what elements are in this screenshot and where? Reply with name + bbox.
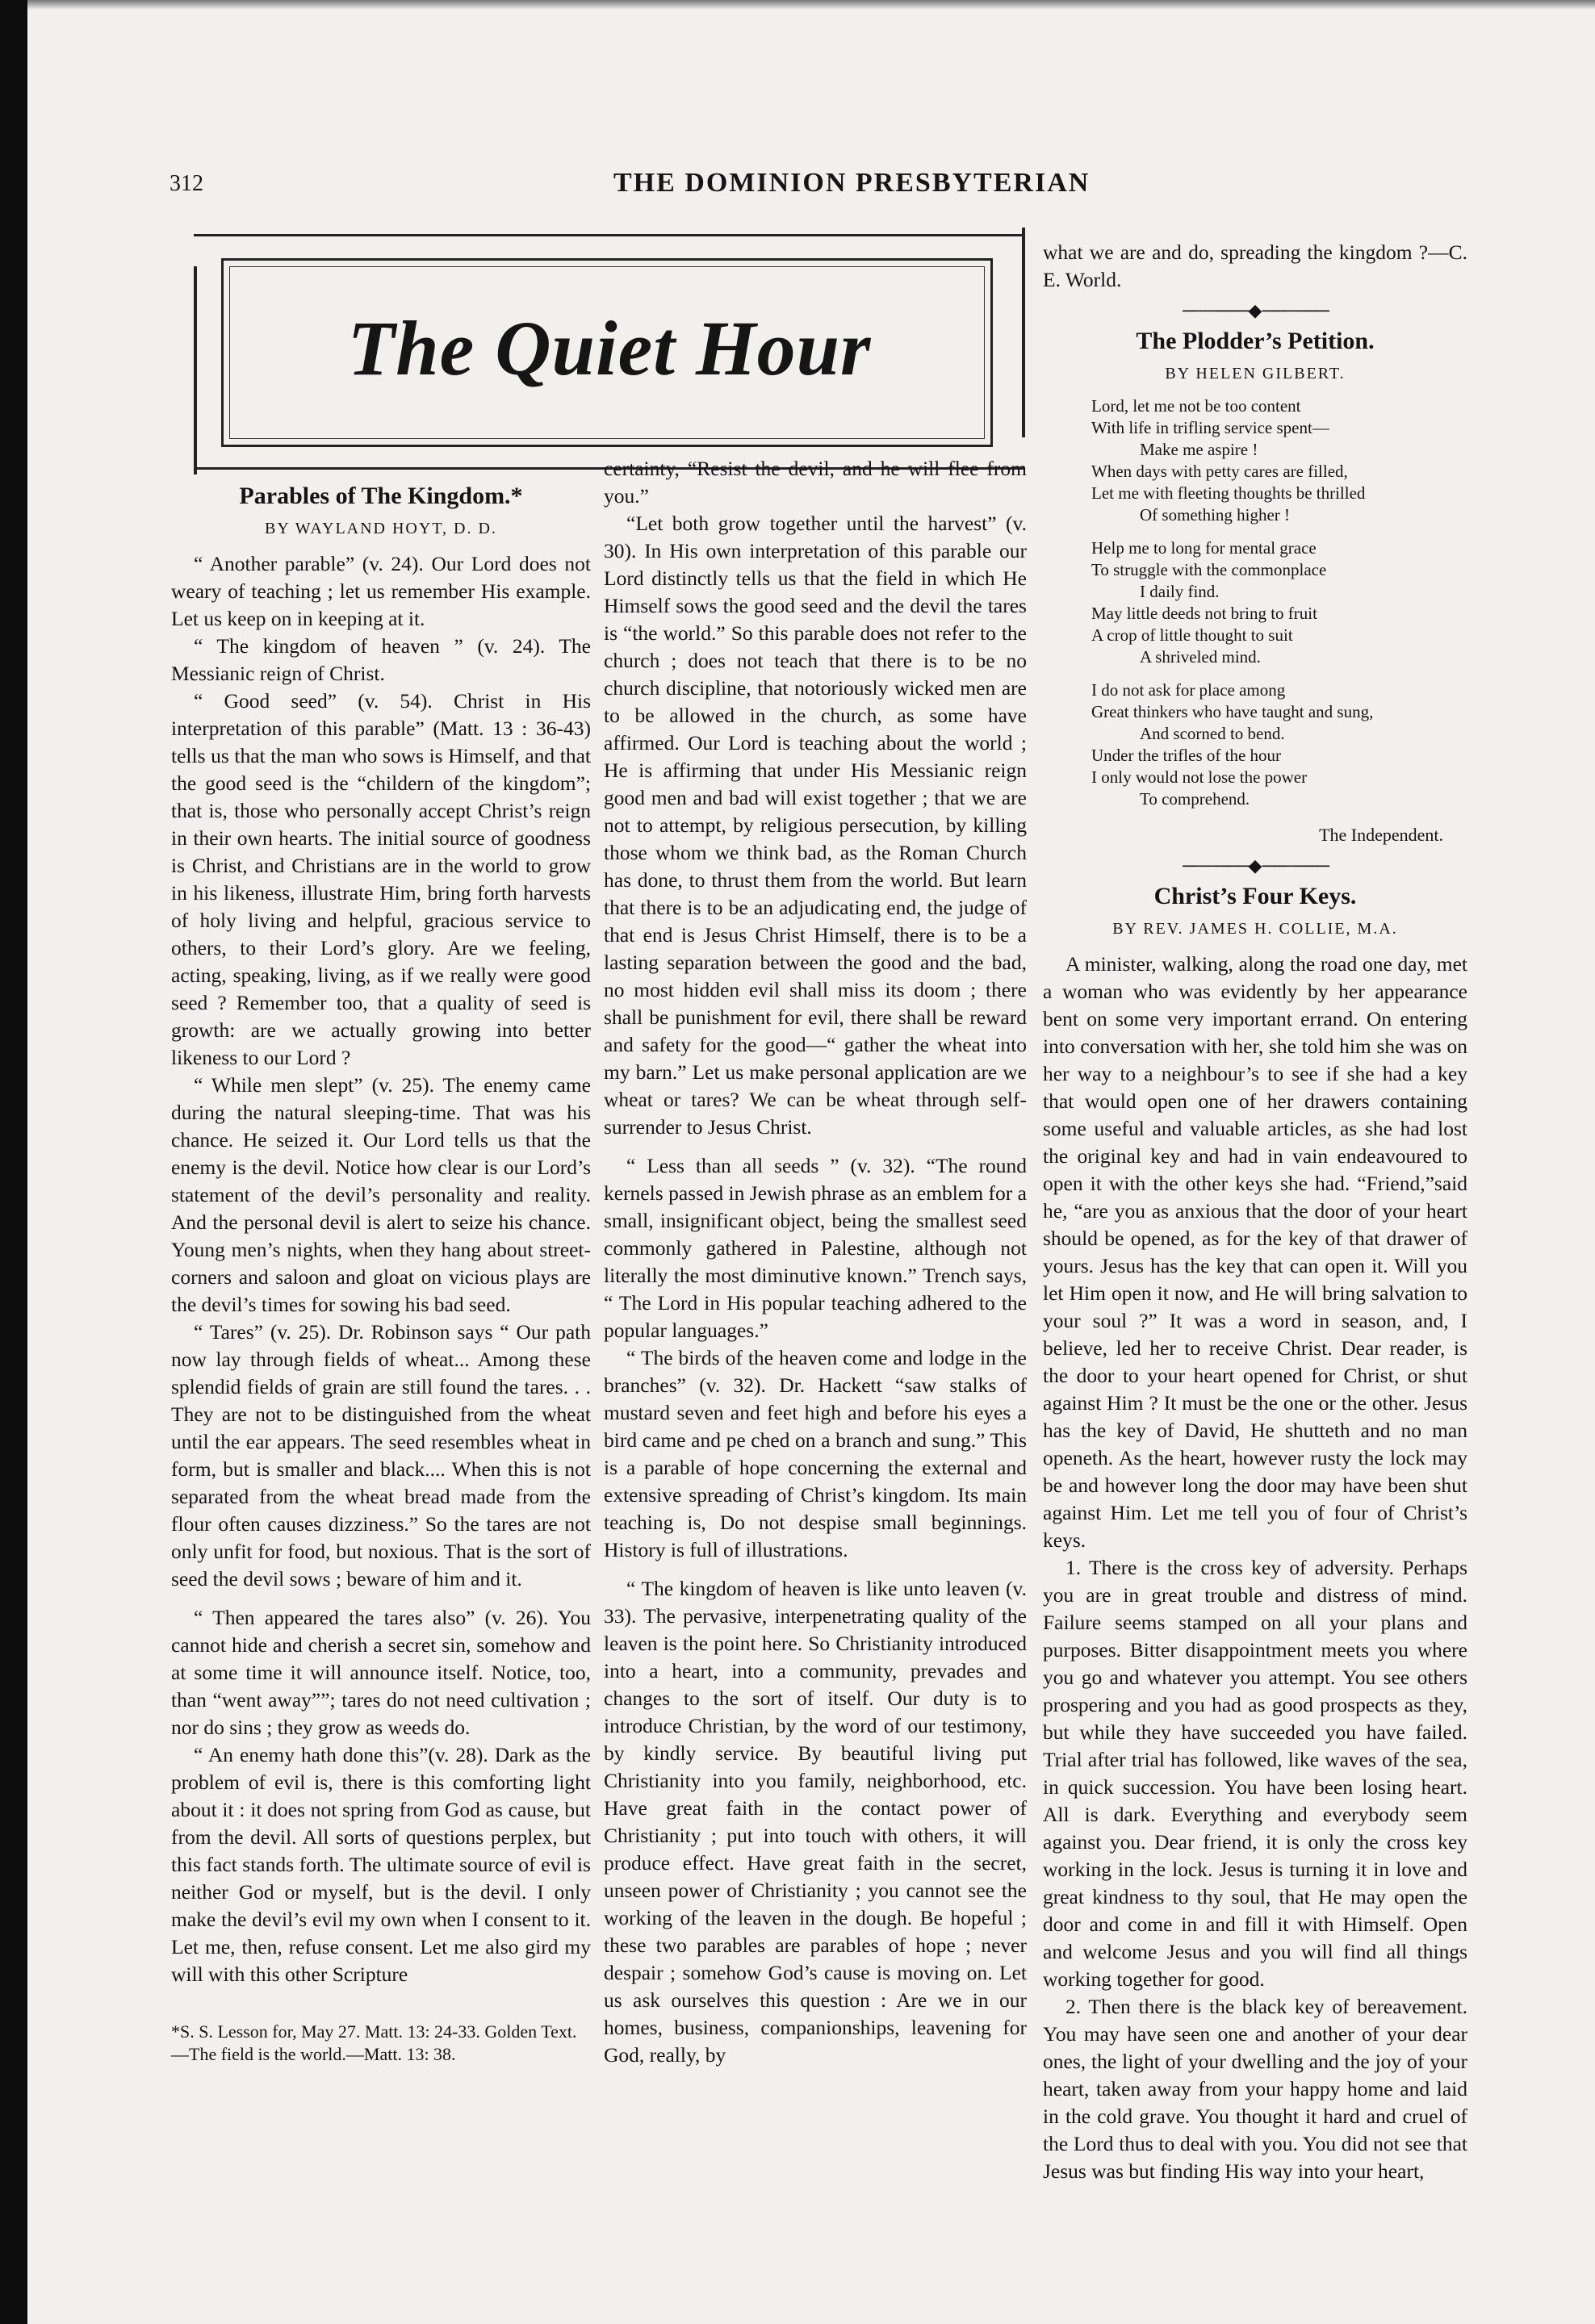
poem-line: Great thinkers who have taught and sung, [1091, 702, 1374, 721]
page-left-edge [0, 0, 27, 2324]
poem-line: Help me to long for mental grace [1091, 538, 1317, 558]
poem-byline: BY HELEN GILBERT. [1165, 365, 1346, 382]
paragraph: “ Less than all seeds ” (v. 32). “The round kernels passed in Jewish phrase as an emblem for a small, insignificant object, being the smallest seed commonly gathered in Palestine, although not literally the most diminutive known.” Trench says, “ The Lord in His popular teaching adhered to the popular languages.” [604, 1154, 1027, 1342]
poem [1091, 395, 1467, 810]
paragraph: 2. Then there is the black key of bereavement. You may have seen one and another of your dear ones, the light of your dwelling and the joy of your heart, taken away from your happy home and laid in the cold grave. You thought it hard and cruel of the Lord thus to deal with you. You did not see that Jesus was but finding His way into your heart, [1043, 1995, 1467, 2183]
poem-line: May little deeds not bring to fruit [1091, 604, 1317, 623]
poem-line: To struggle with the commonplace [1091, 560, 1327, 579]
poem-line: A crop of little thought to suit [1091, 625, 1293, 645]
column-3 [1043, 239, 1467, 2185]
poem-line: When days with petty cares are filled, [1091, 462, 1348, 481]
paragraph: 1. There is the cross key of adversity. Perhaps you are in great trouble and distress of mind. Failure seems stamped on all your plans and purposes. Bitter disappointment meets you where you go and whatever you attempt. You see others prospering and you had as good prospects as they, but while they have succeeded you have failed. Trial after trial has followed, like waves of the sea, in quick succession. You have been losing heart. All is dark. Everything and everybody seem against you. Dear friend, it is only the cross key working in the lock. Jesus is turning it in love and great kindness to thy soul, that He may open the door and come in and fill it with Himself. Open and welcome Jesus and you will find all things working together for good. [1043, 1556, 1467, 1991]
poem-line: Make me aspire ! [1140, 440, 1258, 459]
paragraph: “ Good seed” (v. 54). Christ in His interpretation of this parable” (Matt. 13 : 36-43) tells us that the man who sows is Himself, and that the good seed is the “childern of the kingdom”; that is, those who personally accept Christ’s reign in their own hearts. The initial source of goodness is Christ, and Christians are in the world to grow in his likeness, illustrate Him, bring forth harvests of holy living and helpful, gracious service to others, to their Lord’s glory. Are we feeling, acting, speaking, living, as if we really were good seed ? Remember too, that a quality of seed is growth: are we actually growing into better likeness to our Lord ? [171, 689, 591, 1069]
paragraph: A minister, walking, along the road one day, met a woman who was evidently by her appearance bent on some very important errand. On entering into conversation with her, she told him she was on her way to a neighbour’s to see if she had a key that would open one of her drawers containing some useful and valuable articles, as she had lost the original key and had in vain endeavoured to open it with the other keys she had. “Friend,”said he, “are you as anxious that the door of your heart should be opened, as for the key of that drawer of yours. Jesus has the key that can open it. Will you let Him open it now, and He will bring salvation to your soul ?” It was a word in season, and, I believe, led her to receive Christ. Dear reader, is the door to your heart opened for Christ, or shut against Him ? It must be the one or the other. Jesus has the key of David, He shutteth and no man openeth. As the heart, however rusty the lock may be and however long the door may have been shut against Him. Let me tell you of four of Christ’s keys. [1043, 952, 1467, 1552]
poem-line: I daily find. [1140, 582, 1220, 601]
poem-line: To comprehend. [1140, 789, 1250, 809]
column-1 [171, 483, 591, 2066]
poem-line: Lord, let me not be too content [1091, 396, 1301, 416]
poem-line: I do not ask for place among [1091, 680, 1286, 700]
paragraph: “Let both grow together until the harvest” (v. 30). In His own interpretation of this parable our Lord distinctly tells us that the field in which He Himself sows the good seed and the devil the tares is “the world.” So this parable does not refer to the church ; does not teach that there is to be no church discipline, that notoriously wicked men are to be allowed in the church, as some have affirmed. Our Lord is teaching about the world ; He is affirming that under His Messianic reign good men and bad will exist together ; that we are not to attempt, by religious persecution, by killing those whom we think bad, as the Roman Church has done, to thrust them from the world. But learn that there is to be an adjudicating end, the judge of that end is Jesus Christ Himself, there is to be a lasting separation between the good and the bad, no most hidden evil shall miss its doom ; there shall be punishment for evil, there shall be reward and safety for the good—“ gather the wheat into my barn.” Let us make personal application are we wheat or tares? We can be wheat through self-surrender to Jesus Christ. [604, 512, 1027, 1139]
poem-line: Under the trifles of the hour [1091, 746, 1282, 765]
poem-credit: The Independent. [1319, 825, 1443, 845]
poem-stanza [1091, 679, 1467, 810]
paragraph: “ The kingdom of heaven is like unto leaven (v. 33). The pervasive, interpenetrating quality of the leaven is the point here. So Christianity introduced into a heart, into a community, prevades and changes to the sort of itself. Our duty is to introduce Christian, by the word of our testimony, by kindly service. By beautiful living put Christianity into you family, neighborhood, etc. Have great faith in the contact power of Christianity ; put into touch with others, it will produce effect. Have great faith in the secret, unseen power of Christianity ; you cannot see the working of the leaven in the dough. Be hopeful ; these two parables are parables of hope ; never despair ; somehow God’s cause is moving on. Let us ask ourselves this question : Are we in our homes, business, companionships, leavening for God, really, by [604, 1577, 1027, 2067]
ornamental-rule: ──────◆────── [1183, 300, 1328, 320]
poem-line: A shriveled mind. [1140, 647, 1261, 667]
feature-title: The Quiet Hour [347, 305, 872, 391]
column-2 [604, 455, 1027, 2069]
poem-line: And scorned to bend. [1140, 724, 1285, 743]
carryover-text: what we are and do, spreading the kingdom ?—C. E. World. [1043, 240, 1467, 291]
poem-stanza [1091, 537, 1467, 668]
article-byline: BY WAYLAND HOYT, D. D. [265, 520, 497, 537]
paragraph: “ Then appeared the tares also” (v. 26). You cannot hide and cherish a secret sin, somehow and at some time it will announce itself. Notice, too, than “went away””; tares do not need cultivation ; nor do sins ; they grow as weeds do. [171, 1606, 591, 1739]
paragraph: “ While men slept” (v. 25). The enemy came during the natural sleeping-time. That was his chance. He seized it. Our Lord tells us that the enemy is the devil. Notice how clear is our Lord’s statement of the devil’s personality and reality. And the personal devil is alert to seize his chance. Young men’s nights, when they hang about street-corners and saloon and gloat on vicious plays are the devil’s times for sowing his bad seed. [171, 1073, 591, 1316]
paragraph: “ Another parable” (v. 24). Our Lord does not weary of teaching ; let us remember His example. Let us keep on in keeping at it. [171, 552, 591, 630]
publication-title: THE DOMINION PRESBYTERIAN [613, 168, 1091, 198]
poem-line: Of something higher ! [1140, 505, 1291, 525]
poem-line: Let me with fleeting thoughts be thrilled [1091, 483, 1366, 503]
article-title: Parables of The Kingdom.* [239, 483, 523, 509]
article-byline: BY REV. JAMES H. COLLIE, M.A. [1112, 920, 1398, 938]
article-title: Christ’s Four Keys. [1153, 883, 1357, 909]
paragraph: “ The kingdom of heaven ” (v. 24). The Messianic reign of Christ. [171, 634, 591, 685]
poem-line: With life in trifling service spent— [1091, 418, 1329, 437]
page-number: 312 [170, 171, 203, 196]
paragraph: certainty, “Resist the devil, and he will flee from you.” [604, 457, 1027, 508]
title-frame [194, 234, 1025, 470]
paragraph: “ The birds of the heaven come and lodge in the branches” (v. 32). Dr. Hackett “saw stalks of mustard seven and feet high and before his eyes a bird came and pe ched on a branch and sung.” This is a parable of hope concerning the external and extensive spreading of Christ’s kingdom. Its main teaching is, Do not despise small beginnings. History is full of illustrations. [604, 1346, 1027, 1561]
poem-line: I only would not lose the power [1091, 767, 1308, 787]
footnote: *S. S. Lesson for, May 27. Matt. 13: 24-33. Golden Text.—The field is the world.—Matt. 13: 38. [171, 2021, 577, 2064]
poem-title: The Plodder’s Petition. [1136, 328, 1375, 354]
poem-stanza [1091, 395, 1467, 526]
paragraph: “ Tares” (v. 25). Dr. Robinson says “ Our path now lay through fields of wheat... Among these splendid fields of grain are still found the tares. . . They are not to be distinguished from the wheat until the ear appears. The seed resembles wheat in form, but is smaller and black.... When this is not separated from the wheat bread made from the flour often causes dizziness.” So the tares are not only unfit for food, but noxious. That is the sort of seed the devil sows ; beware of him and it. [171, 1320, 591, 1590]
paragraph: “ An enemy hath done this”(v. 28). Dark as the problem of evil is, there is this comforting light about it : it does not spring from God as cause, but from the devil. All sorts of questions perplex, but this fact stands forth. The ultimate source of evil is neither God or myself, but is the devil. I only make the devil’s evil my own when I consent to it. Let me, then, refuse consent. Let me also gird my will with this other Scripture [171, 1743, 591, 1986]
ornamental-rule: ──────◆────── [1183, 855, 1328, 876]
page-top-shadow [0, 0, 1595, 10]
